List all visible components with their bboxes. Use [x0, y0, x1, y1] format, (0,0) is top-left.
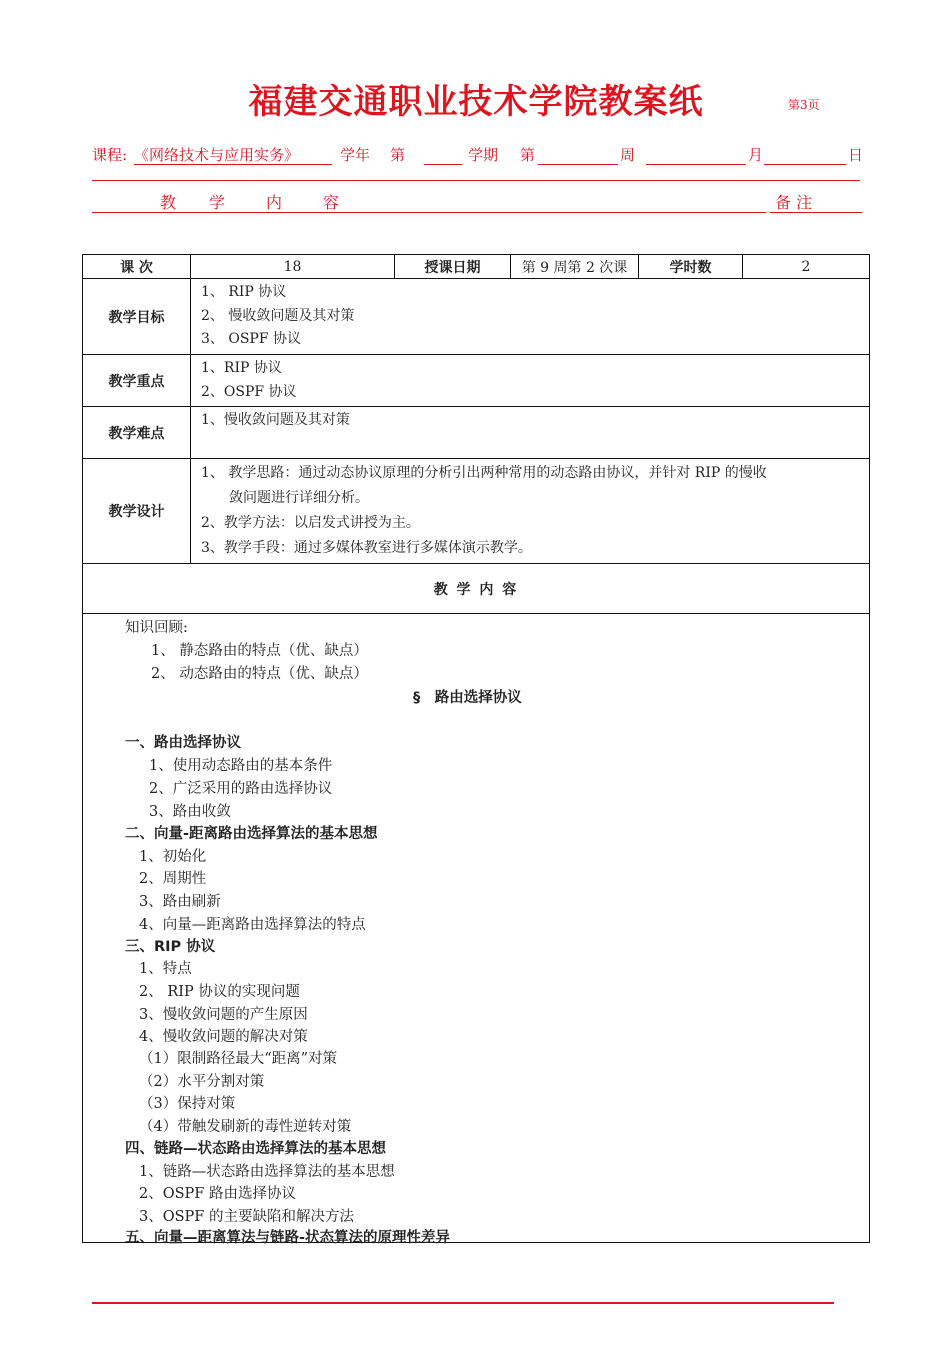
design-label: 教学设计	[83, 459, 191, 564]
list-item: 2、周期性	[139, 871, 207, 887]
list-item: 1、初始化	[139, 849, 207, 865]
objectives-content	[191, 279, 870, 355]
design-content	[191, 459, 870, 564]
review-item: 2、 动态路由的特点（优、缺点）	[151, 666, 368, 682]
key-points-content	[191, 355, 870, 407]
section-heading: 三、RIP 协议	[125, 939, 216, 955]
section-title: § 路由选择协议	[413, 690, 522, 706]
list-item: 3、慢收敛问题的产生原因	[139, 1007, 308, 1023]
design-item-3: 3、教学手段：通过多媒体教室进行多媒体演示教学。	[201, 540, 532, 556]
hours-label: 学时数	[639, 255, 743, 279]
difficulties-label: 教学难点	[83, 407, 191, 459]
course-underline	[134, 164, 332, 165]
content-label-2: 学	[209, 193, 226, 212]
week-blank[interactable]	[538, 164, 618, 165]
sub-list-item: （4）带触发刷新的毒性逆转对策	[139, 1119, 352, 1135]
hours-value: 2	[743, 255, 870, 279]
difficulties-content	[191, 407, 870, 459]
content-heading-row	[83, 564, 870, 614]
day-label: 日	[848, 146, 864, 164]
list-item: 4、慢收敛问题的解决对策	[139, 1029, 308, 1045]
page-number: 第3页	[788, 98, 820, 112]
objective-item: 1、 RIP 协议	[201, 284, 287, 301]
week-prefix: 第	[520, 146, 536, 164]
remark-underline	[770, 212, 862, 213]
list-item: 1、特点	[139, 961, 192, 977]
design-row	[83, 459, 870, 564]
list-item: 2、 RIP 协议的实现问题	[139, 984, 300, 1000]
day-blank[interactable]	[764, 164, 846, 165]
key-points-row	[83, 355, 870, 407]
section-heading: 一、路由选择协议	[125, 735, 241, 751]
key-point-item: 2、OSPF 协议	[201, 383, 297, 400]
footer-divider	[92, 1302, 834, 1304]
difficulty-item: 1、慢收敛问题及其对策	[201, 412, 350, 428]
date-value: 第 9 周第 2 次课	[511, 255, 639, 279]
header-divider	[92, 180, 860, 181]
design-item-2: 2、教学方法：以启发式讲授为主。	[201, 515, 420, 531]
list-item: 3、OSPF 的主要缺陷和解决方法	[139, 1209, 354, 1225]
content-label-4: 容	[323, 193, 340, 212]
course-label: 课程:	[92, 146, 128, 164]
review-item: 1、 静态路由的特点（优、缺点）	[151, 643, 368, 659]
content-underline	[92, 212, 766, 213]
list-item: 2、广泛采用的路由选择协议	[149, 781, 333, 797]
date-label: 授课日期	[395, 255, 511, 279]
content-label-1: 教	[160, 193, 177, 212]
list-item: 2、OSPF 路由选择协议	[139, 1186, 296, 1202]
week-label: 周	[620, 146, 636, 164]
content-heading: 教 学 内 容	[83, 564, 870, 614]
sub-list-item: （1）限制路径最大“距离”对策	[139, 1051, 338, 1067]
session-label: 课 次	[83, 255, 191, 279]
key-point-item: 1、RIP 协议	[201, 360, 282, 376]
year-label: 学年	[340, 146, 371, 164]
section-heading: 二、向量-距离路由选择算法的基本思想	[125, 826, 378, 842]
objective-item: 2、 慢收敛问题及其对策	[201, 307, 355, 324]
difficulties-row	[83, 407, 870, 459]
section-heading: 四、链路—状态路由选择算法的基本思想	[125, 1141, 386, 1157]
list-item: 1、链路—状态路由选择算法的基本思想	[139, 1164, 395, 1180]
content-label-3: 内	[266, 193, 283, 212]
term-blank[interactable]	[424, 164, 462, 165]
term-prefix: 第	[390, 146, 406, 164]
objectives-label: 教学目标	[83, 279, 191, 355]
list-item: 1、使用动态路由的基本条件	[149, 758, 333, 774]
sub-list-item: （3）保持对策	[139, 1096, 236, 1112]
info-row	[83, 255, 870, 279]
remark-label: 备 注	[775, 193, 813, 212]
page-title: 福建交通职业技术学院教案纸	[248, 82, 704, 122]
course-name: 《网络技术与应用实务》	[134, 146, 300, 164]
content-body	[83, 614, 870, 1246]
key-points-label: 教学重点	[83, 355, 191, 407]
objective-item: 3、 OSPF 协议	[201, 331, 302, 348]
objectives-row	[83, 279, 870, 355]
month-label: 月	[748, 146, 764, 164]
list-item: 3、路由收敛	[149, 804, 231, 820]
sub-list-item: （2）水平分割对策	[139, 1074, 265, 1090]
design-item-1-line2: 敛问题进行详细分析。	[229, 490, 369, 506]
design-item-1-line1: 1、 教学思路：通过动态协议原理的分析引出两种常用的动态路由协议，并针对 RIP 的慢收	[201, 465, 767, 481]
term-label: 学期	[468, 146, 499, 164]
session-value: 18	[191, 255, 395, 279]
list-item: 4、向量—距离路由选择算法的特点	[139, 917, 366, 933]
review-title: 知识回顾:	[125, 620, 188, 636]
lesson-plan-table	[82, 254, 870, 1246]
list-item: 3、路由刷新	[139, 894, 221, 910]
content-body-row	[83, 614, 870, 1243]
section-heading: 五、向量—距离算法与链路-状态算法的原理性差异	[125, 1230, 451, 1246]
month-blank[interactable]	[646, 164, 746, 165]
